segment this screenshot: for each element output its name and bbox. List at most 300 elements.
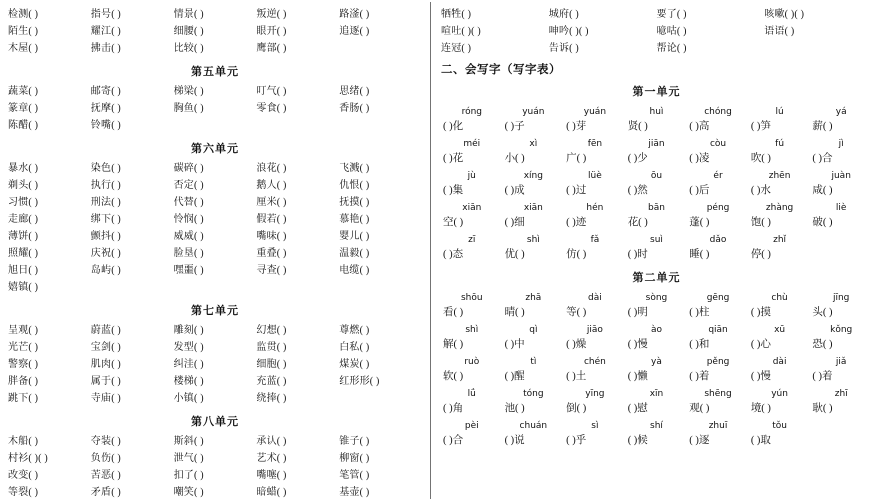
word-blank-cell[interactable]: [174, 450, 257, 467]
hanzi-blank-cell[interactable]: [564, 305, 626, 321]
pinyin-cell: xīn: [649, 389, 664, 399]
word-blank-cell[interactable]: [174, 373, 257, 390]
pinyin-cell: shì: [526, 235, 540, 245]
word-blank-cell[interactable]: [657, 23, 765, 40]
hanzi-blank-cell[interactable]: [564, 401, 626, 417]
word-blank-cell[interactable]: [8, 23, 91, 40]
word-blank-cell[interactable]: [174, 100, 257, 117]
pinyin-cell: jiān: [648, 139, 665, 149]
pinyin-cell: pěng: [706, 357, 730, 367]
word-blank-cell[interactable]: [91, 83, 174, 100]
word-blank-text: 泄气( ): [173, 453, 204, 464]
word-blank-text: 耀江( ): [90, 26, 121, 37]
word-blank-cell[interactable]: [657, 40, 765, 57]
word-row: [8, 6, 422, 23]
word-blank-text: 苦恶( ): [90, 470, 121, 481]
hanzi-blank-cell[interactable]: [503, 247, 565, 263]
word-blank-text: 抚摩( ): [90, 103, 121, 114]
word-blank-text: 白私( ): [339, 342, 370, 353]
hanzi-blank-cell[interactable]: [441, 433, 503, 449]
hanzi-blank-cell[interactable]: [564, 337, 626, 353]
hanzi-row: [441, 337, 872, 353]
word-blank-text: 陌生( ): [8, 26, 39, 37]
word-blank-cell[interactable]: [91, 211, 174, 228]
word-row: [8, 117, 422, 134]
word-blank-text: 艺术( ): [256, 453, 287, 464]
hanzi-blank-cell[interactable]: [503, 119, 565, 135]
hanzi-blank-cell[interactable]: [687, 247, 749, 263]
word-blank-cell[interactable]: [8, 160, 91, 177]
hanzi-blank-cell[interactable]: [810, 337, 872, 353]
word-blank-cell[interactable]: [174, 322, 257, 339]
left-top-body: [8, 6, 422, 57]
hanzi-blank-text: 花( ): [627, 217, 648, 228]
hanzi-blank-text: ( )角: [443, 403, 464, 414]
word-blank-cell[interactable]: [8, 83, 91, 100]
word-blank-cell[interactable]: [91, 194, 174, 211]
word-blank-cell[interactable]: [549, 6, 657, 23]
hanzi-blank-text: ( )水: [750, 185, 771, 196]
word-blank-cell[interactable]: [8, 390, 91, 407]
word-row: [8, 194, 422, 211]
hanzi-blank-cell[interactable]: [687, 151, 749, 167]
hanzi-blank-cell[interactable]: [749, 369, 811, 385]
pinyin-row: [441, 353, 872, 369]
word-blank-cell[interactable]: [174, 211, 257, 228]
word-blank-cell[interactable]: [174, 339, 257, 356]
hanzi-blank-cell[interactable]: [441, 369, 503, 385]
hanzi-blank-cell[interactable]: [749, 401, 811, 417]
word-row: [8, 467, 422, 484]
hanzi-blank-text: 吹( ): [750, 153, 771, 164]
word-blank-cell[interactable]: [339, 177, 422, 194]
word-blank-cell[interactable]: [256, 160, 339, 177]
word-blank-text: 鹅人( ): [256, 180, 287, 191]
word-blank-text: 监贯( ): [256, 342, 287, 353]
hanzi-blank-cell[interactable]: [749, 433, 811, 449]
hanzi-blank-cell[interactable]: [626, 151, 688, 167]
hanzi-blank-cell[interactable]: [503, 337, 565, 353]
pinyin-cell: juàn: [831, 171, 851, 181]
word-blank-cell[interactable]: [441, 40, 549, 57]
hanzi-blank-text: ( )子: [504, 121, 525, 132]
word-blank-cell[interactable]: [339, 467, 422, 484]
word-blank-cell[interactable]: [174, 228, 257, 245]
word-blank-cell[interactable]: [256, 23, 339, 40]
pinyin-cell: shì: [465, 325, 479, 335]
unit-heading: 第八单元: [191, 416, 239, 428]
word-row: [8, 262, 422, 279]
hanzi-blank-cell[interactable]: [564, 215, 626, 231]
word-blank-cell[interactable]: [256, 339, 339, 356]
hanzi-blank-cell[interactable]: [503, 433, 565, 449]
word-blank-cell[interactable]: [339, 228, 422, 245]
hanzi-blank-cell[interactable]: [626, 305, 688, 321]
word-blank-cell[interactable]: [91, 484, 174, 501]
word-blank-cell[interactable]: [339, 245, 422, 262]
hanzi-blank-cell[interactable]: [626, 247, 688, 263]
word-blank-text: 村衫( )( ): [8, 453, 48, 464]
word-blank-text: 细胞( ): [256, 359, 287, 370]
word-blank-cell[interactable]: [339, 450, 422, 467]
word-blank-text: 尊燃( ): [339, 325, 370, 336]
word-blank-cell[interactable]: [174, 23, 257, 40]
word-blank-cell[interactable]: [91, 6, 174, 23]
left-column: [0, 0, 430, 501]
word-blank-cell[interactable]: [91, 390, 174, 407]
hanzi-blank-text: 空( ): [443, 217, 464, 228]
word-row: [8, 356, 422, 373]
word-blank-text: 绕捧( ): [256, 393, 287, 404]
word-blank-cell[interactable]: [174, 40, 257, 57]
hanzi-blank-cell[interactable]: [503, 401, 565, 417]
word-blank-cell[interactable]: [8, 177, 91, 194]
unit-word-table: [8, 322, 422, 407]
word-blank-cell[interactable]: [549, 23, 657, 40]
word-blank-text: 小镇( ): [173, 393, 204, 404]
word-blank-cell[interactable]: [8, 433, 91, 450]
word-blank-cell[interactable]: [256, 450, 339, 467]
pinyin-cell: lǘ: [467, 389, 476, 399]
hanzi-blank-cell[interactable]: [687, 183, 749, 199]
hanzi-row: [441, 151, 872, 167]
word-blank-text: 要了( ): [656, 9, 687, 20]
word-blank-cell[interactable]: [174, 484, 257, 501]
hanzi-blank-text: ( )花: [443, 153, 464, 164]
word-blank-cell[interactable]: [91, 322, 174, 339]
word-blank-cell[interactable]: [339, 322, 422, 339]
word-blank-text: 锥子( ): [339, 436, 370, 447]
word-blank-cell[interactable]: [256, 390, 339, 407]
hanzi-blank-cell[interactable]: [687, 215, 749, 231]
hanzi-blank-text: ( )着: [812, 371, 833, 382]
word-blank-text: 情景( ): [173, 9, 204, 20]
word-blank-cell[interactable]: [91, 228, 174, 245]
word-blank-cell[interactable]: [91, 339, 174, 356]
empty-cell: [256, 117, 339, 134]
word-blank-cell[interactable]: [339, 373, 422, 390]
word-blank-cell[interactable]: [91, 160, 174, 177]
word-blank-cell[interactable]: [339, 211, 422, 228]
hanzi-blank-cell[interactable]: [564, 119, 626, 135]
hanzi-blank-cell[interactable]: [441, 215, 503, 231]
hanzi-blank-text: 蓬( ): [689, 217, 710, 228]
word-blank-text: 语语( ): [764, 26, 795, 37]
hanzi-blank-cell[interactable]: [626, 215, 688, 231]
word-blank-text: 电缆( ): [339, 265, 370, 276]
hanzi-blank-cell[interactable]: [749, 337, 811, 353]
hanzi-blank-text: ( )慰: [627, 403, 648, 414]
word-blank-text: 蔚蓝( ): [90, 325, 121, 336]
hanzi-blank-text: 优( ): [504, 249, 525, 260]
hanzi-blank-cell[interactable]: [749, 305, 811, 321]
word-blank-text: 温毅( ): [339, 248, 370, 259]
word-blank-cell[interactable]: [8, 373, 91, 390]
hanzi-blank-cell[interactable]: [503, 215, 565, 231]
word-blank-text: 柳窗( ): [339, 453, 370, 464]
word-blank-text: 否定( ): [173, 180, 204, 191]
hanzi-blank-cell[interactable]: [810, 183, 872, 199]
word-blank-cell[interactable]: [174, 390, 257, 407]
word-blank-cell[interactable]: [174, 160, 257, 177]
word-blank-cell[interactable]: [8, 339, 91, 356]
word-blank-cell[interactable]: [256, 467, 339, 484]
pinyin-cell: zhàng: [765, 203, 794, 213]
word-blank-cell[interactable]: [91, 177, 174, 194]
word-blank-cell[interactable]: [174, 83, 257, 100]
hanzi-blank-cell[interactable]: [687, 369, 749, 385]
hanzi-blank-cell[interactable]: [503, 369, 565, 385]
word-blank-text: 追逐( ): [339, 26, 370, 37]
word-row: [8, 339, 422, 356]
hanzi-blank-cell[interactable]: [810, 151, 872, 167]
word-blank-cell[interactable]: [91, 433, 174, 450]
hanzi-blank-cell[interactable]: [441, 183, 503, 199]
word-blank-cell[interactable]: [91, 450, 174, 467]
word-blank-cell[interactable]: [8, 356, 91, 373]
word-blank-cell[interactable]: [764, 23, 872, 40]
word-blank-cell[interactable]: [441, 6, 549, 23]
word-blank-text: 咳嗽( )( ): [764, 9, 805, 20]
word-blank-text: 斯斜( ): [173, 436, 204, 447]
word-blank-cell[interactable]: [339, 356, 422, 373]
empty-cell: [91, 279, 174, 296]
hanzi-blank-cell[interactable]: [687, 401, 749, 417]
word-blank-cell[interactable]: [91, 100, 174, 117]
word-blank-cell[interactable]: [91, 373, 174, 390]
hanzi-blank-text: ( )燥: [566, 339, 587, 350]
word-blank-cell[interactable]: [256, 356, 339, 373]
hanzi-blank-cell[interactable]: [687, 305, 749, 321]
pinyin-cell: péng: [706, 203, 730, 213]
pinyin-cell: gēng: [706, 293, 730, 303]
hanzi-blank-cell[interactable]: [441, 247, 503, 263]
hanzi-blank-cell[interactable]: [626, 183, 688, 199]
word-blank-text: 嘴味( ): [256, 231, 287, 242]
word-blank-cell[interactable]: [256, 245, 339, 262]
word-blank-cell[interactable]: [256, 100, 339, 117]
word-row: [441, 6, 872, 23]
word-blank-cell[interactable]: [339, 433, 422, 450]
pinyin-cell: chù: [771, 293, 788, 303]
hanzi-blank-cell[interactable]: [564, 247, 626, 263]
word-blank-cell[interactable]: [91, 117, 174, 134]
hanzi-row: [441, 433, 872, 449]
pinyin-cell: lú: [775, 107, 784, 117]
word-blank-cell[interactable]: [91, 262, 174, 279]
word-blank-text: 噫咕( ): [656, 26, 687, 37]
pinyin-row: [441, 289, 872, 305]
hanzi-blank-text: ( )迹: [566, 217, 587, 228]
hanzi-blank-text: 广( ): [566, 153, 587, 164]
word-blank-cell[interactable]: [8, 117, 91, 134]
hanzi-blank-text: 头( ): [812, 307, 833, 318]
word-blank-cell[interactable]: [8, 262, 91, 279]
word-blank-cell[interactable]: [8, 194, 91, 211]
word-blank-text: 习惯( ): [8, 197, 39, 208]
right-top-body: [441, 6, 872, 57]
hanzi-blank-text: ( )心: [750, 339, 771, 350]
pinyin-cell: shí: [650, 421, 663, 431]
hanzi-blank-cell[interactable]: [626, 337, 688, 353]
hanzi-blank-cell[interactable]: [564, 151, 626, 167]
pinyin-cell: jīng: [832, 293, 850, 303]
hanzi-blank-cell[interactable]: [626, 433, 688, 449]
hanzi-blank-cell[interactable]: [441, 151, 503, 167]
hanzi-blank-cell[interactable]: [441, 337, 503, 353]
pinyin-cell: jì: [838, 139, 844, 149]
word-blank-cell[interactable]: [256, 322, 339, 339]
pinyin-cell: kǒng: [830, 325, 853, 335]
word-blank-cell[interactable]: [8, 40, 91, 57]
word-blank-text: 刑法( ): [90, 197, 121, 208]
word-blank-cell[interactable]: [8, 484, 91, 501]
hanzi-row: [441, 183, 872, 199]
pinyin-cell: jù: [467, 171, 476, 181]
hanzi-blank-cell[interactable]: [749, 215, 811, 231]
word-blank-text: 威威( ): [173, 231, 204, 242]
pinyin-cell: suì: [650, 235, 663, 245]
word-blank-text: 香肠( ): [339, 103, 370, 114]
pinyin-cell: zī: [468, 235, 476, 245]
unit-heading: 第五单元: [191, 66, 239, 78]
word-blank-text: 充蓝( ): [256, 376, 287, 387]
word-blank-cell[interactable]: [8, 450, 91, 467]
empty-cell: [174, 117, 257, 134]
hanzi-blank-cell[interactable]: [810, 215, 872, 231]
hanzi-blank-cell[interactable]: [503, 183, 565, 199]
hanzi-blank-cell[interactable]: [441, 119, 503, 135]
hanzi-blank-text: 等( ): [566, 307, 587, 318]
word-blank-cell[interactable]: [256, 433, 339, 450]
hanzi-blank-cell[interactable]: [810, 305, 872, 321]
word-blank-cell[interactable]: [174, 177, 257, 194]
word-blank-cell[interactable]: [339, 262, 422, 279]
word-blank-text: 浪花( ): [256, 163, 287, 174]
word-blank-cell[interactable]: [91, 356, 174, 373]
word-row: [8, 390, 422, 407]
pinyin-hanzi-table: [441, 289, 872, 449]
word-blank-cell[interactable]: [339, 160, 422, 177]
pinyin-cell: xū: [774, 325, 786, 335]
hanzi-blank-cell[interactable]: [564, 183, 626, 199]
word-blank-cell[interactable]: [256, 373, 339, 390]
word-blank-cell[interactable]: [256, 6, 339, 23]
hanzi-blank-cell[interactable]: [810, 369, 872, 385]
word-blank-cell[interactable]: [8, 467, 91, 484]
hanzi-blank-cell[interactable]: [564, 433, 626, 449]
hanzi-blank-cell[interactable]: [749, 247, 811, 263]
pinyin-cell: tóng: [523, 389, 544, 399]
word-blank-text: 岛屿( ): [90, 265, 121, 276]
word-blank-cell[interactable]: [441, 23, 549, 40]
word-blank-cell[interactable]: [174, 6, 257, 23]
word-blank-cell[interactable]: [91, 245, 174, 262]
word-blank-cell[interactable]: [339, 6, 422, 23]
hanzi-blank-text: 境( ): [750, 403, 771, 414]
word-blank-cell[interactable]: [339, 23, 422, 40]
word-blank-text: 走廊( ): [8, 214, 39, 225]
hanzi-blank-cell[interactable]: [441, 401, 503, 417]
word-blank-cell[interactable]: [8, 228, 91, 245]
word-blank-cell[interactable]: [339, 484, 422, 501]
word-blank-cell[interactable]: [339, 194, 422, 211]
pinyin-cell: ruò: [464, 357, 480, 367]
unit-heading: 第一单元: [632, 86, 681, 98]
hanzi-blank-cell[interactable]: [564, 369, 626, 385]
word-blank-cell[interactable]: [8, 100, 91, 117]
word-blank-cell[interactable]: [174, 262, 257, 279]
word-blank-cell[interactable]: [256, 83, 339, 100]
section-heading: 二、会写字（写字表）: [441, 64, 561, 76]
word-blank-text: 连冠( ): [441, 43, 472, 54]
hanzi-blank-cell[interactable]: [441, 305, 503, 321]
hanzi-blank-cell[interactable]: [687, 433, 749, 449]
word-blank-text: 篆章( ): [8, 103, 39, 114]
word-blank-cell[interactable]: [339, 339, 422, 356]
hanzi-blank-cell[interactable]: [626, 369, 688, 385]
word-blank-cell[interactable]: [339, 83, 422, 100]
word-blank-cell[interactable]: [8, 211, 91, 228]
word-blank-cell[interactable]: [8, 322, 91, 339]
hanzi-blank-cell[interactable]: [503, 305, 565, 321]
word-blank-cell[interactable]: [174, 194, 257, 211]
word-blank-text: 呈观( ): [8, 325, 39, 336]
word-blank-cell[interactable]: [256, 211, 339, 228]
word-blank-cell[interactable]: [91, 23, 174, 40]
word-blank-cell[interactable]: [256, 177, 339, 194]
word-blank-text: 嘿噩( ): [173, 265, 204, 276]
pinyin-cell: huì: [649, 107, 664, 117]
word-blank-cell[interactable]: [764, 6, 872, 23]
hanzi-blank-text: ( )集: [443, 185, 464, 196]
word-blank-cell[interactable]: [8, 279, 91, 296]
hanzi-blank-text: ( )然: [627, 185, 648, 196]
word-blank-cell[interactable]: [8, 6, 91, 23]
hanzi-blank-cell[interactable]: [626, 119, 688, 135]
hanzi-blank-cell[interactable]: [503, 151, 565, 167]
word-blank-cell[interactable]: [339, 100, 422, 117]
pinyin-cell: zhǐ: [773, 235, 787, 245]
word-blank-cell[interactable]: [174, 467, 257, 484]
word-blank-cell[interactable]: [256, 194, 339, 211]
word-blank-cell[interactable]: [256, 262, 339, 279]
word-blank-cell[interactable]: [256, 228, 339, 245]
word-blank-cell[interactable]: [174, 245, 257, 262]
hanzi-blank-cell[interactable]: [810, 119, 872, 135]
pinyin-row: [441, 321, 872, 337]
word-blank-cell[interactable]: [549, 40, 657, 57]
word-row: [8, 433, 422, 450]
hanzi-blank-cell[interactable]: [749, 151, 811, 167]
hanzi-blank-cell[interactable]: [626, 401, 688, 417]
word-blank-text: 寻查( ): [256, 265, 287, 276]
word-blank-cell[interactable]: [174, 433, 257, 450]
word-blank-cell[interactable]: [256, 40, 339, 57]
word-blank-text: 铃嘴( ): [90, 120, 121, 131]
word-blank-cell[interactable]: [657, 6, 765, 23]
hanzi-blank-cell[interactable]: [749, 119, 811, 135]
hanzi-blank-cell[interactable]: [687, 337, 749, 353]
word-blank-cell[interactable]: [174, 356, 257, 373]
word-blank-cell[interactable]: [8, 245, 91, 262]
word-blank-cell[interactable]: [256, 484, 339, 501]
word-blank-cell[interactable]: [91, 40, 174, 57]
hanzi-blank-cell[interactable]: [810, 401, 872, 417]
word-blank-cell[interactable]: [91, 467, 174, 484]
hanzi-blank-cell[interactable]: [749, 183, 811, 199]
hanzi-blank-cell[interactable]: [687, 119, 749, 135]
